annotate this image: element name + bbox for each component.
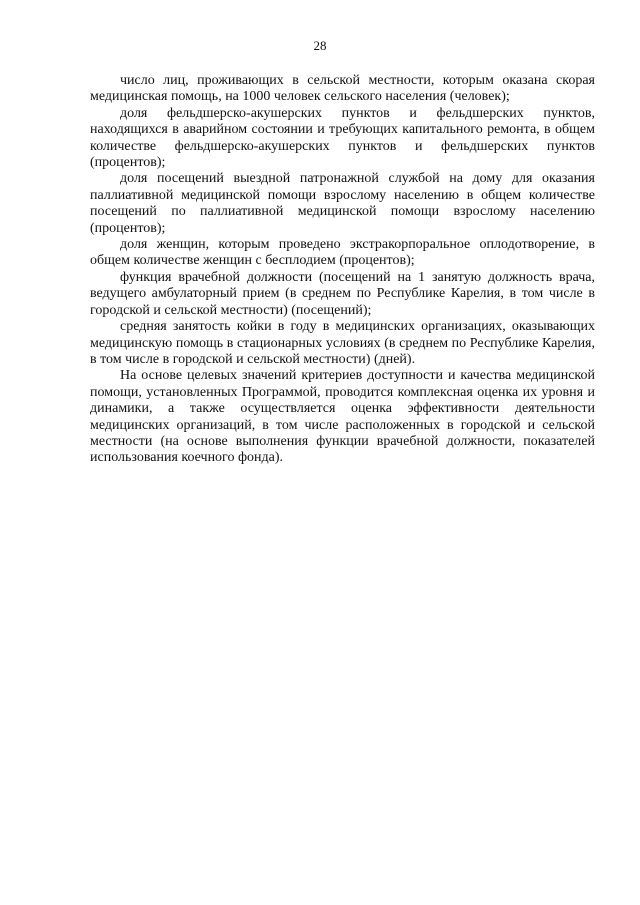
paragraph-bed-occupancy: средняя занятость койки в году в медицинских организациях, оказывающих медицинскую помощь в стационарных условиях (в среднем по Республике Карелия, в том числе в городской и сельской местности) (дней). [90,319,595,367]
page-number: 28 [313,38,327,53]
paragraph-ivf: доля женщин, которым проведено экстракорпоральное оплодотворение, в общем количестве женщин с бесплодием (процентов); [90,237,595,269]
paragraph-rural-ambulance: число лиц, проживающих в сельской местности, которым оказана скорая медицинская помощь, на 1000 человек сельского населения (человек); [90,73,595,105]
paragraph-assessment: На основе целевых значений критериев доступности и качества медицинской помощи, установленных Программой, проводится комплексная оценка их уровня и динамики, а также осуществляется оценка эффективности деятельности медицинских организаций, в том числе расположенных в городской и сельской местности (на основе выполнения функции врачебной должности, показателей использования коечного фонда). [90,368,595,466]
paragraph-physician-function: функция врачебной должности (посещений на 1 занятую должность врача, ведущего амбулаторный прием (в среднем по Республике Карелия, в том числе в городской и сельской местности) (посещений); [90,269,595,318]
document-body [90,73,595,467]
paragraph-feldsher-points: доля фельдшерско-акушерских пунктов и фельдшерских пунктов, находящихся в аварийном состоянии и требующих капитального ремонта, в общем количестве фельдшерско-акушерских пунктов и фельдшерских пунктов (процентов); [90,105,595,171]
paragraph-palliative-visits: доля посещений выездной патронажной службой на дому для оказания паллиативной медицинской помощи взрослому населению в общем количестве посещений по паллиативной медицинской помощи взрослому населению (процентов); [90,171,595,236]
